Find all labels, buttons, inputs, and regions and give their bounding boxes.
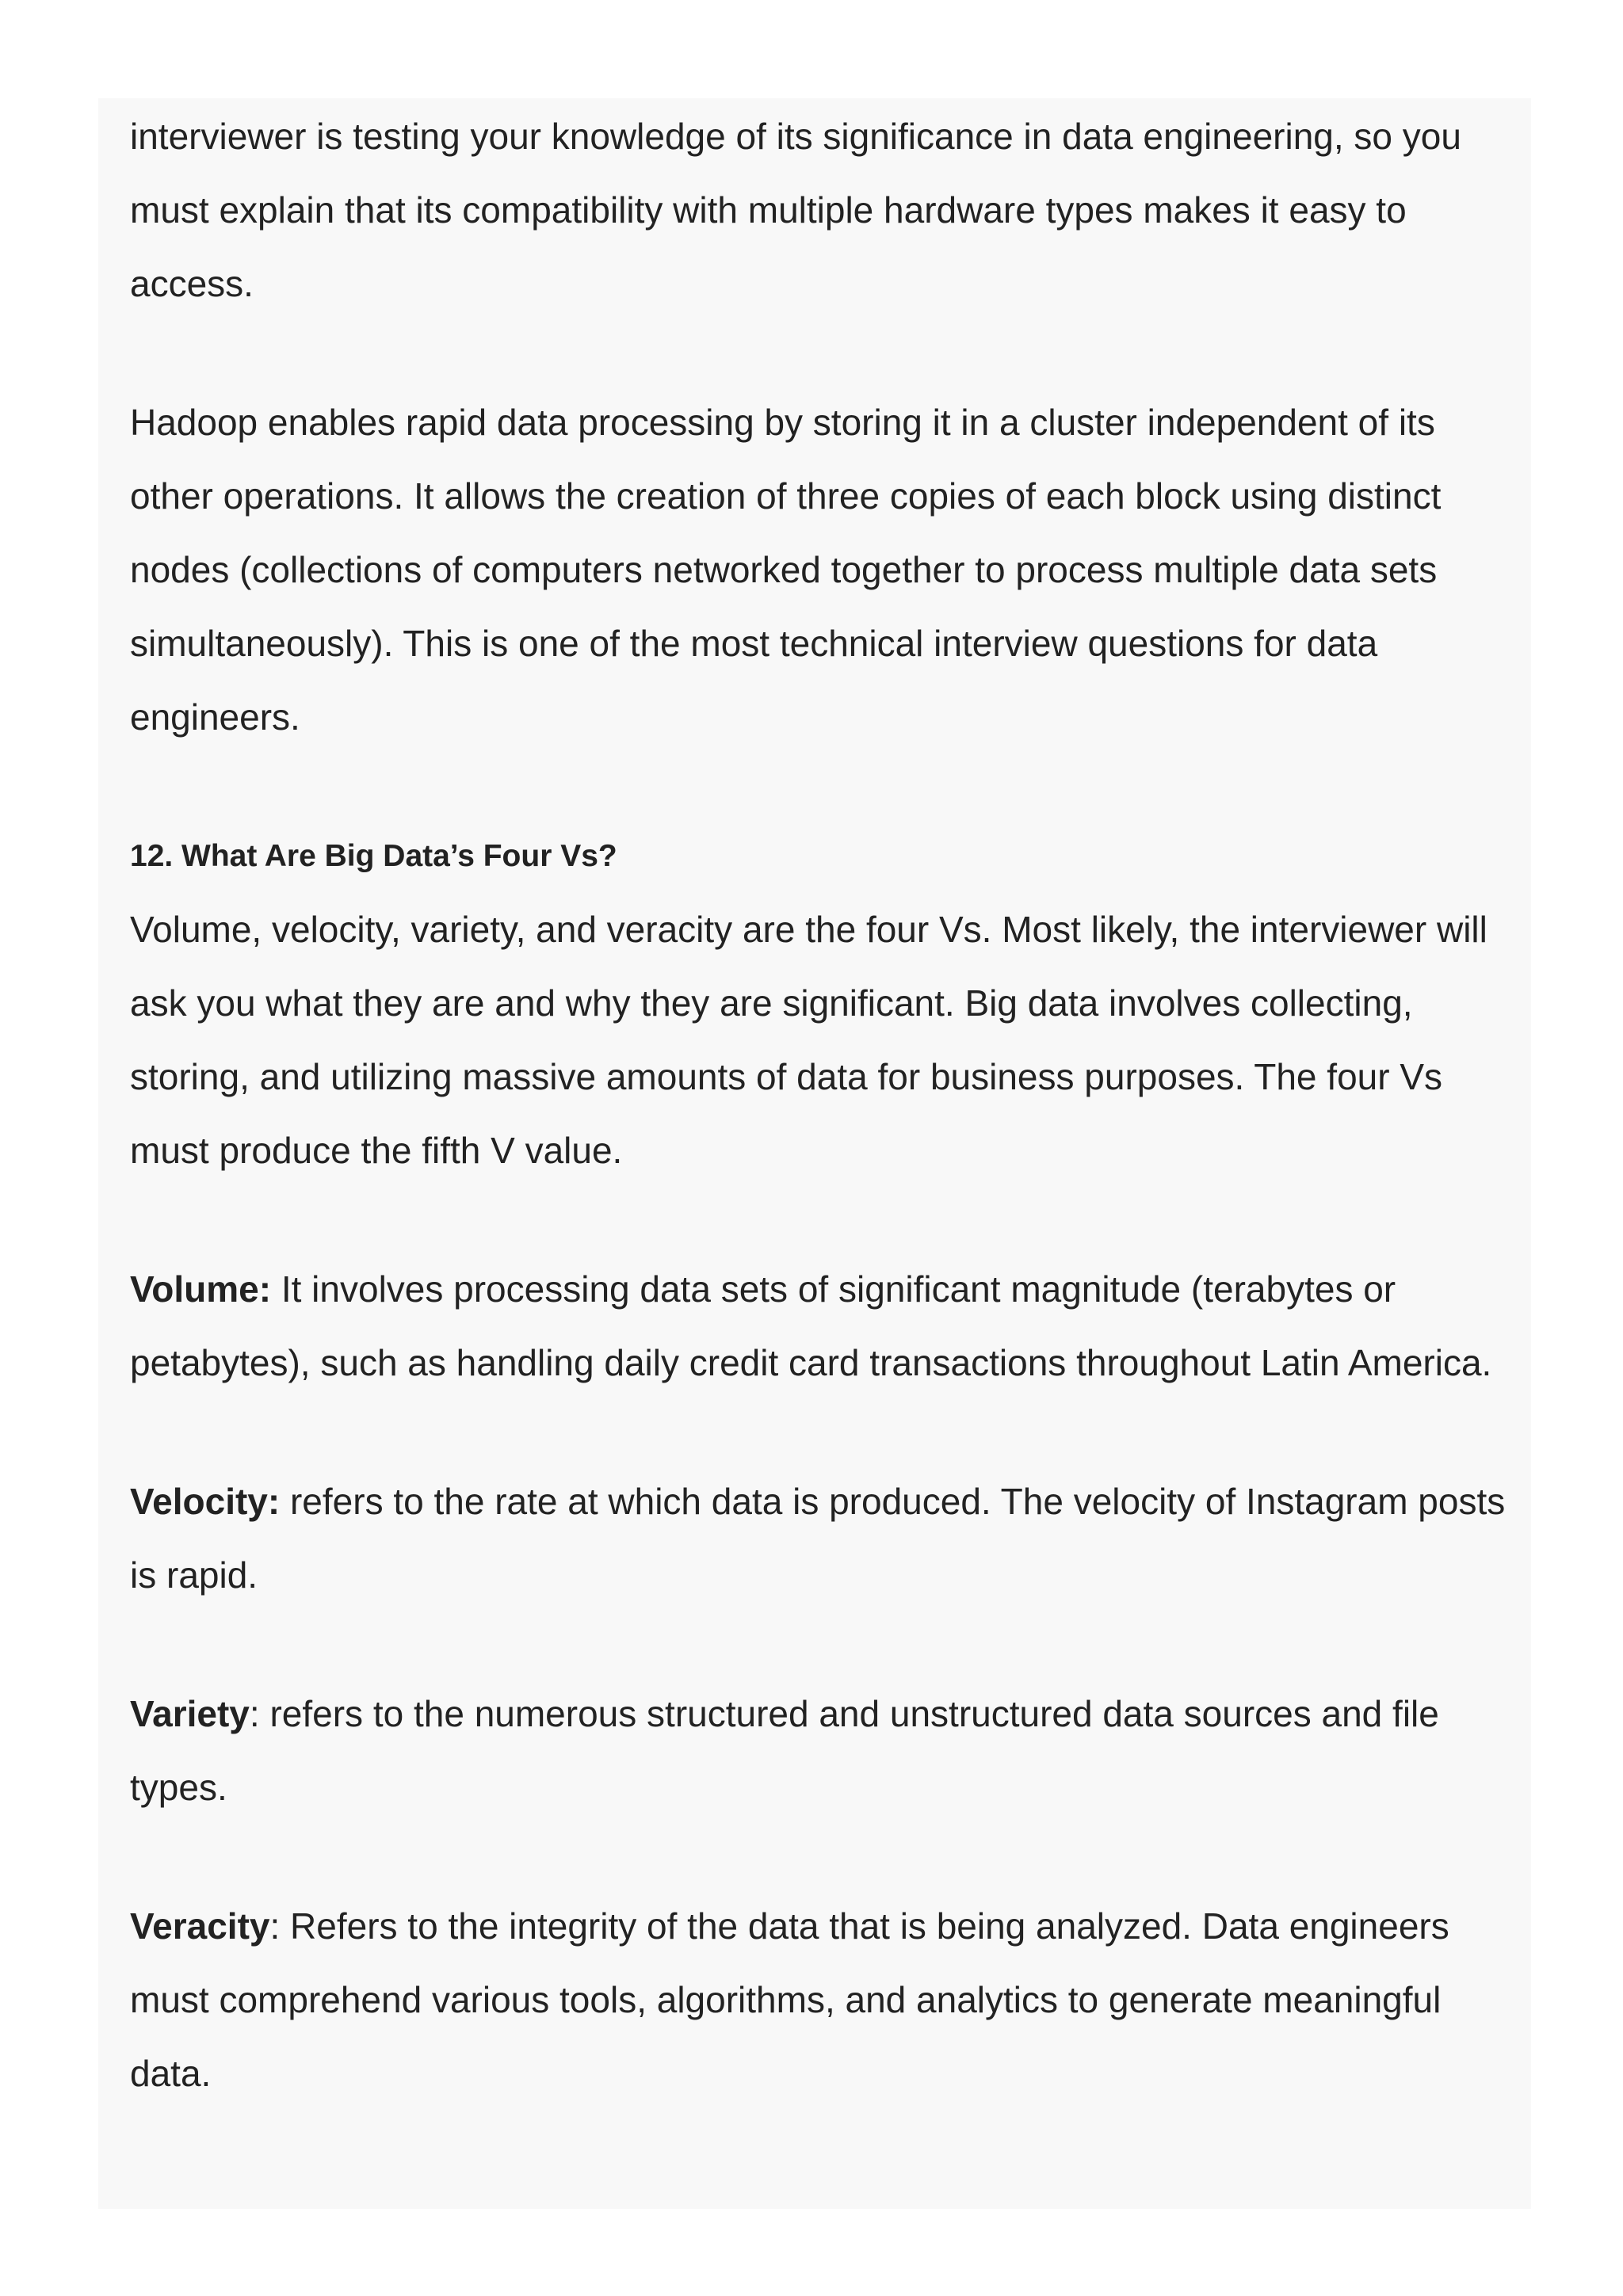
section-heading: 12. What Are Big Data’s Four Vs?: [130, 839, 617, 873]
definition-velocity: refers to the rate at which data is produced. The velocity of Instagram posts is rapid.: [130, 1481, 1506, 1596]
paragraph-hadoop-processing: Hadoop enables rapid data processing by storing it in a cluster independent of its other operations. It allows the creation of three copies of each block using distinct nodes (collections of computers networked together to process multiple data sets simultaneously). This is one of the most technical interview questions for data engineers.: [130, 402, 1442, 738]
paragraph-volume: [130, 1253, 1525, 1400]
term-velocity: Velocity:: [130, 1481, 281, 1522]
paragraph-four-vs: Volume, velocity, variety, and veracity are the four Vs. Most likely, the interviewer will ask you what they are and why they are significant. Big data involves collecting, storing, and utilizing massive amounts of data for business purposes. The four Vs must produce the fifth V value.: [130, 909, 1487, 1171]
definition-variety: : refers to the numerous structured and unstructured data sources and file types.: [130, 1693, 1439, 1808]
paragraph-velocity: [130, 1465, 1525, 1612]
definition-veracity: : Refers to the integrity of the data that is being analyzed. Data engineers must comprehend various tools, algorithms, and analytics to generate meaningful data.: [130, 1905, 1449, 2094]
paragraph-variety: [130, 1677, 1525, 1825]
definition-volume: It involves processing data sets of significant magnitude (terabytes or petabytes), such as handling daily credit card transactions throughout Latin America.: [130, 1268, 1492, 1383]
paragraph-hadoop-access: interviewer is testing your knowledge of its significance in data engineering, so you must explain that its compatibility with multiple hardware types makes it easy to access.: [130, 116, 1461, 304]
article-body: [130, 100, 1525, 2111]
paragraph-veracity: [130, 1890, 1525, 2111]
term-volume: Volume:: [130, 1268, 272, 1310]
term-variety: Variety: [130, 1693, 250, 1734]
term-veracity: Veracity: [130, 1905, 270, 1947]
